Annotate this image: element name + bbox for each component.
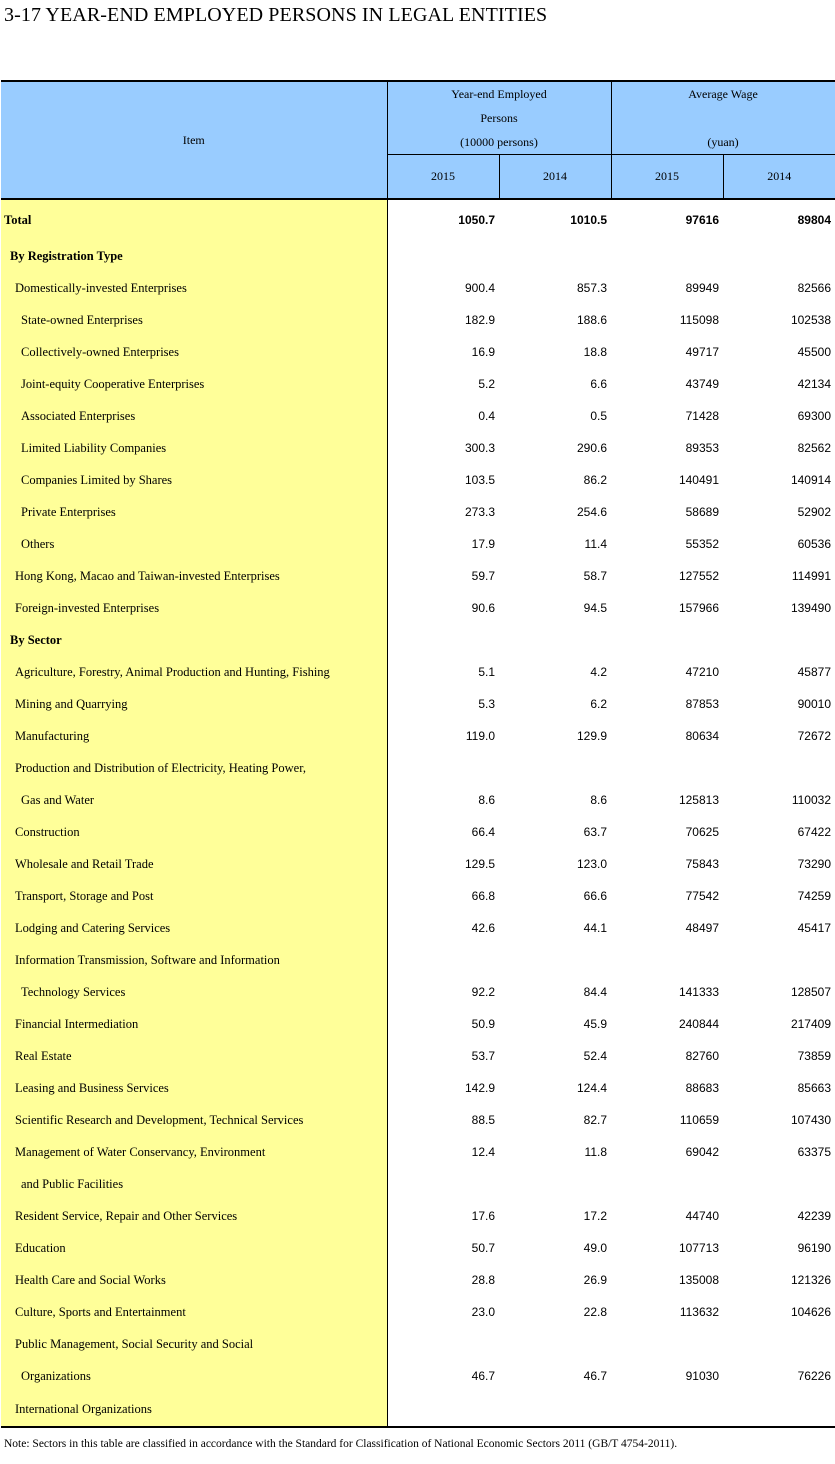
cell-employed-2014: 17.2	[583, 1209, 607, 1223]
header-year-employed-2015: 2015	[387, 155, 499, 200]
row-label: State-owned Enterprises	[1, 304, 387, 336]
data-table	[1, 80, 835, 1428]
cell-employed-2015: 5.2	[478, 377, 495, 391]
cell-employed-2015: 1050.7	[387, 199, 499, 240]
table-row	[1, 1392, 835, 1427]
cell-wage-2014: 42239	[797, 1209, 831, 1223]
table-row	[1, 944, 835, 976]
cell-employed-2015: 142.9	[464, 1081, 495, 1095]
cell-employed-2015: 17.9	[471, 537, 495, 551]
cell-employed-2015: 90.6	[471, 601, 495, 615]
cell-wage-2015: 47210	[685, 665, 719, 679]
row-label: Transport, Storage and Post	[1, 880, 387, 912]
table-row	[1, 304, 835, 336]
cell-employed-2015	[387, 1392, 499, 1427]
cell-employed-2014: 123.0	[576, 857, 607, 871]
table-row	[1, 688, 835, 720]
cell-wage-2015	[611, 944, 723, 976]
row-label: Scientific Research and Development, Technical Services	[1, 1104, 387, 1136]
cell-wage-2014: 72672	[797, 729, 831, 743]
table-row	[1, 592, 835, 624]
row-label: Private Enterprises	[1, 496, 387, 528]
row-label: Culture, Sports and Entertainment	[1, 1296, 387, 1328]
cell-wage-2014: 69300	[797, 409, 831, 423]
row-label: Total	[1, 199, 387, 240]
cell-wage-2014: 96190	[797, 1241, 831, 1255]
cell-employed-2014	[499, 240, 611, 272]
table-row	[1, 496, 835, 528]
cell-wage-2015: 87853	[685, 697, 719, 711]
cell-employed-2015: 23.0	[471, 1305, 495, 1319]
row-label: Leasing and Business Services	[1, 1072, 387, 1104]
row-label: Companies Limited by Shares	[1, 464, 387, 496]
cell-employed-2015: 92.2	[471, 985, 495, 999]
cell-wage-2014: 102538	[790, 313, 831, 327]
table-row	[1, 848, 835, 880]
cell-wage-2015: 115098	[679, 313, 719, 327]
row-label: By Registration Type	[1, 240, 387, 272]
row-label: Collectively-owned Enterprises	[1, 336, 387, 368]
cell-employed-2014: 11.4	[584, 537, 607, 551]
header-item: Item	[1, 81, 387, 199]
table-row	[1, 1040, 835, 1072]
cell-wage-2014: 140914	[790, 473, 831, 487]
cell-wage-2015: 135008	[678, 1273, 719, 1287]
cell-wage-2014: 110032	[791, 793, 831, 807]
table-row	[1, 1008, 835, 1040]
cell-employed-2014: 63.7	[583, 825, 607, 839]
table-row	[1, 1136, 835, 1168]
row-label: By Sector	[1, 624, 387, 656]
cell-wage-2014	[723, 752, 835, 784]
cell-wage-2015: 69042	[685, 1145, 719, 1159]
cell-employed-2015	[387, 1168, 499, 1200]
row-label: Construction	[1, 816, 387, 848]
table-row	[1, 1264, 835, 1296]
row-label: Production and Distribution of Electricity, Heating Power,	[1, 752, 387, 784]
cell-wage-2014	[723, 1168, 835, 1200]
cell-wage-2015	[611, 1168, 723, 1200]
cell-wage-2015: 48497	[685, 921, 719, 935]
cell-employed-2015: 46.7	[471, 1369, 495, 1383]
row-label: Management of Water Conservancy, Environment	[1, 1136, 387, 1168]
row-label: Gas and Water	[1, 784, 387, 816]
row-label: Limited Liability Companies	[1, 432, 387, 464]
cell-employed-2014: 66.6	[583, 889, 607, 903]
cell-wage-2015: 107713	[678, 1241, 719, 1255]
table-row	[1, 656, 835, 688]
cell-employed-2015	[387, 1328, 499, 1360]
table-row	[1, 528, 835, 560]
cell-employed-2014: 8.6	[590, 793, 607, 807]
cell-wage-2015: 82760	[685, 1049, 719, 1063]
cell-wage-2014: 60536	[797, 537, 831, 551]
cell-employed-2014: 52.4	[583, 1049, 607, 1063]
table-row	[1, 1072, 835, 1104]
row-label: Technology Services	[1, 976, 387, 1008]
cell-wage-2015: 157966	[678, 601, 719, 615]
table-row	[1, 1296, 835, 1328]
table-row	[1, 199, 835, 240]
cell-employed-2014: 26.9	[583, 1273, 607, 1287]
table-row	[1, 912, 835, 944]
table-row	[1, 464, 835, 496]
cell-wage-2015: 71428	[685, 409, 719, 423]
cell-employed-2015: 8.6	[478, 793, 495, 807]
cell-employed-2014: 6.2	[590, 697, 607, 711]
cell-wage-2014	[723, 1328, 835, 1360]
cell-wage-2015	[611, 1328, 723, 1360]
page-title: 3-17 YEAR-END EMPLOYED PERSONS IN LEGAL ENTITIES	[4, 4, 548, 26]
cell-wage-2014: 217409	[790, 1017, 831, 1031]
row-label: Financial Intermediation	[1, 1008, 387, 1040]
cell-wage-2014	[723, 944, 835, 976]
table-row	[1, 560, 835, 592]
row-label: Lodging and Catering Services	[1, 912, 387, 944]
cell-wage-2014: 121326	[790, 1273, 831, 1287]
cell-employed-2015	[387, 752, 499, 784]
header-average-wage	[611, 81, 835, 155]
cell-employed-2014	[499, 1328, 611, 1360]
cell-wage-2014: 82566	[797, 281, 831, 295]
cell-wage-2014: 82562	[797, 441, 831, 455]
cell-wage-2014: 85663	[797, 1081, 831, 1095]
cell-wage-2014	[723, 240, 835, 272]
cell-wage-2015: 43749	[685, 377, 719, 391]
header-employed-unit: (10000 persons)	[460, 135, 538, 149]
table-row	[1, 240, 835, 272]
cell-employed-2014: 290.6	[576, 441, 607, 455]
cell-wage-2014: 45417	[797, 921, 831, 935]
table-row	[1, 1200, 835, 1232]
cell-employed-2015: 103.5	[464, 473, 495, 487]
row-label: Information Transmission, Software and Information	[1, 944, 387, 976]
row-label: Associated Enterprises	[1, 400, 387, 432]
cell-wage-2015: 58689	[685, 505, 719, 519]
cell-wage-2014: 139490	[790, 601, 831, 615]
row-label: Foreign-invested Enterprises	[1, 592, 387, 624]
cell-employed-2014: 22.8	[583, 1305, 607, 1319]
cell-wage-2014	[723, 624, 835, 656]
header-year-wage-2015: 2015	[611, 155, 723, 200]
cell-employed-2014: 86.2	[583, 473, 607, 487]
row-label: International Organizations	[1, 1392, 387, 1427]
header-employed-persons	[387, 81, 611, 155]
cell-wage-2015: 88683	[685, 1081, 719, 1095]
cell-wage-2015: 49717	[685, 345, 719, 359]
cell-employed-2015: 5.1	[478, 665, 495, 679]
cell-employed-2015: 900.4	[464, 281, 495, 295]
row-label: Education	[1, 1232, 387, 1264]
cell-employed-2014: 124.4	[576, 1081, 607, 1095]
table-row	[1, 1232, 835, 1264]
cell-employed-2014: 46.7	[583, 1369, 607, 1383]
cell-employed-2015: 12.4	[471, 1145, 495, 1159]
cell-wage-2015	[611, 624, 723, 656]
row-label: Mining and Quarrying	[1, 688, 387, 720]
cell-wage-2014: 45500	[797, 345, 831, 359]
table-row	[1, 976, 835, 1008]
cell-employed-2015: 0.4	[478, 409, 495, 423]
cell-wage-2014: 76226	[797, 1369, 831, 1383]
table-row	[1, 1360, 835, 1392]
cell-employed-2014: 18.8	[583, 345, 607, 359]
cell-employed-2015: 88.5	[471, 1113, 495, 1127]
cell-employed-2014: 82.7	[583, 1113, 607, 1127]
row-label: Agriculture, Forestry, Animal Production and Hunting, Fishing	[1, 656, 387, 688]
cell-employed-2014: 857.3	[576, 281, 607, 295]
row-label: Manufacturing	[1, 720, 387, 752]
row-label: Others	[1, 528, 387, 560]
cell-employed-2015: 50.9	[471, 1017, 495, 1031]
table-row	[1, 880, 835, 912]
table-body	[1, 199, 835, 1427]
cell-employed-2015: 300.3	[464, 441, 495, 455]
cell-wage-2014: 45877	[797, 665, 831, 679]
cell-wage-2015: 44740	[685, 1209, 719, 1223]
header-employed-line-1: Year-end Employed	[451, 87, 547, 101]
row-label: Organizations	[1, 1360, 387, 1392]
row-label: Real Estate	[1, 1040, 387, 1072]
row-label: and Public Facilities	[1, 1168, 387, 1200]
cell-wage-2015: 113632	[679, 1305, 719, 1319]
cell-wage-2015: 75843	[685, 857, 719, 871]
cell-employed-2014: 58.7	[583, 569, 607, 583]
cell-employed-2014: 4.2	[590, 665, 607, 679]
cell-wage-2015: 125813	[678, 793, 719, 807]
cell-employed-2014	[499, 1168, 611, 1200]
cell-wage-2015: 140491	[678, 473, 719, 487]
table-header	[1, 81, 835, 199]
cell-employed-2014: 45.9	[583, 1017, 607, 1031]
cell-wage-2015: 77542	[685, 889, 719, 903]
cell-employed-2015: 66.4	[471, 825, 495, 839]
cell-wage-2015: 110659	[679, 1113, 719, 1127]
cell-employed-2014: 94.5	[583, 601, 607, 615]
cell-employed-2014: 254.6	[576, 505, 607, 519]
cell-wage-2014: 52902	[797, 505, 831, 519]
table-row	[1, 720, 835, 752]
table-row	[1, 368, 835, 400]
cell-employed-2015	[387, 624, 499, 656]
cell-wage-2015: 70625	[685, 825, 719, 839]
cell-employed-2015	[387, 944, 499, 976]
cell-wage-2014: 114991	[791, 569, 831, 583]
footnote: Note: Sectors in this table are classified in accordance with the Standard for Classification of National Economic Sectors 2011 (GB/T 4754-2011).	[4, 1438, 678, 1450]
cell-employed-2014	[499, 624, 611, 656]
cell-employed-2015: 42.6	[471, 921, 495, 935]
cell-wage-2014: 42134	[797, 377, 831, 391]
cell-employed-2015: 273.3	[464, 505, 495, 519]
row-label: Hong Kong, Macao and Taiwan-invested Enterprises	[1, 560, 387, 592]
cell-employed-2015	[387, 240, 499, 272]
cell-employed-2015: 66.8	[471, 889, 495, 903]
cell-employed-2014: 84.4	[583, 985, 607, 999]
cell-employed-2015: 119.0	[465, 729, 495, 743]
cell-wage-2014: 128507	[790, 985, 831, 999]
cell-wage-2015: 89353	[685, 441, 719, 455]
cell-wage-2014: 104626	[790, 1305, 831, 1319]
cell-employed-2014: 49.0	[583, 1241, 607, 1255]
cell-wage-2014: 89804	[723, 199, 835, 240]
header-wage-line-1: Average Wage	[688, 87, 758, 101]
cell-employed-2014	[499, 944, 611, 976]
cell-wage-2014: 67422	[797, 825, 831, 839]
cell-employed-2014: 11.8	[584, 1145, 607, 1159]
header-year-wage-2014: 2014	[723, 155, 835, 200]
row-label: Joint-equity Cooperative Enterprises	[1, 368, 387, 400]
cell-wage-2014: 63375	[797, 1145, 831, 1159]
cell-wage-2015: 97616	[611, 199, 723, 240]
cell-employed-2014: 6.6	[590, 377, 607, 391]
cell-wage-2014: 73859	[797, 1049, 831, 1063]
table-row	[1, 784, 835, 816]
cell-wage-2015	[611, 240, 723, 272]
cell-wage-2014: 107430	[790, 1113, 831, 1127]
header-employed-line-2: Persons	[480, 111, 518, 125]
cell-wage-2015: 89949	[685, 281, 719, 295]
header-wage-line-2	[612, 106, 835, 130]
cell-employed-2015: 182.9	[464, 313, 495, 327]
cell-wage-2014: 73290	[797, 857, 831, 871]
cell-employed-2015: 129.5	[464, 857, 495, 871]
table-row	[1, 816, 835, 848]
cell-employed-2015: 50.7	[471, 1241, 495, 1255]
table-row	[1, 336, 835, 368]
row-label: Public Management, Social Security and Social	[1, 1328, 387, 1360]
cell-employed-2014: 1010.5	[499, 199, 611, 240]
cell-employed-2014: 44.1	[583, 921, 607, 935]
cell-employed-2014	[499, 752, 611, 784]
table-row	[1, 272, 835, 304]
cell-employed-2014: 0.5	[590, 409, 607, 423]
table-row	[1, 1104, 835, 1136]
table-row	[1, 1328, 835, 1360]
cell-employed-2015: 59.7	[471, 569, 495, 583]
table-row	[1, 1168, 835, 1200]
row-label: Domestically-invested Enterprises	[1, 272, 387, 304]
cell-wage-2015: 127552	[678, 569, 719, 583]
header-year-employed-2014: 2014	[499, 155, 611, 200]
cell-employed-2015: 5.3	[478, 697, 495, 711]
header-wage-unit: (yuan)	[707, 135, 739, 149]
data-table-container	[1, 80, 835, 1428]
table-row	[1, 432, 835, 464]
cell-wage-2014: 74259	[797, 889, 831, 903]
cell-employed-2014: 129.9	[576, 729, 607, 743]
cell-employed-2014: 188.6	[576, 313, 607, 327]
cell-wage-2015	[611, 752, 723, 784]
cell-wage-2015	[611, 1392, 723, 1427]
cell-employed-2015: 16.9	[471, 345, 495, 359]
cell-employed-2014	[499, 1392, 611, 1427]
cell-employed-2015: 17.6	[471, 1209, 495, 1223]
cell-wage-2014: 90010	[797, 697, 831, 711]
cell-wage-2014	[723, 1392, 835, 1427]
table-row	[1, 624, 835, 656]
table-row	[1, 752, 835, 784]
cell-wage-2015: 240844	[678, 1017, 719, 1031]
cell-wage-2015: 141333	[678, 985, 719, 999]
cell-wage-2015: 80634	[685, 729, 719, 743]
cell-wage-2015: 91030	[685, 1369, 719, 1383]
row-label: Health Care and Social Works	[1, 1264, 387, 1296]
cell-wage-2015: 55352	[685, 537, 719, 551]
cell-employed-2015: 53.7	[471, 1049, 495, 1063]
row-label: Resident Service, Repair and Other Services	[1, 1200, 387, 1232]
cell-employed-2015: 28.8	[471, 1273, 495, 1287]
row-label: Wholesale and Retail Trade	[1, 848, 387, 880]
table-row	[1, 400, 835, 432]
